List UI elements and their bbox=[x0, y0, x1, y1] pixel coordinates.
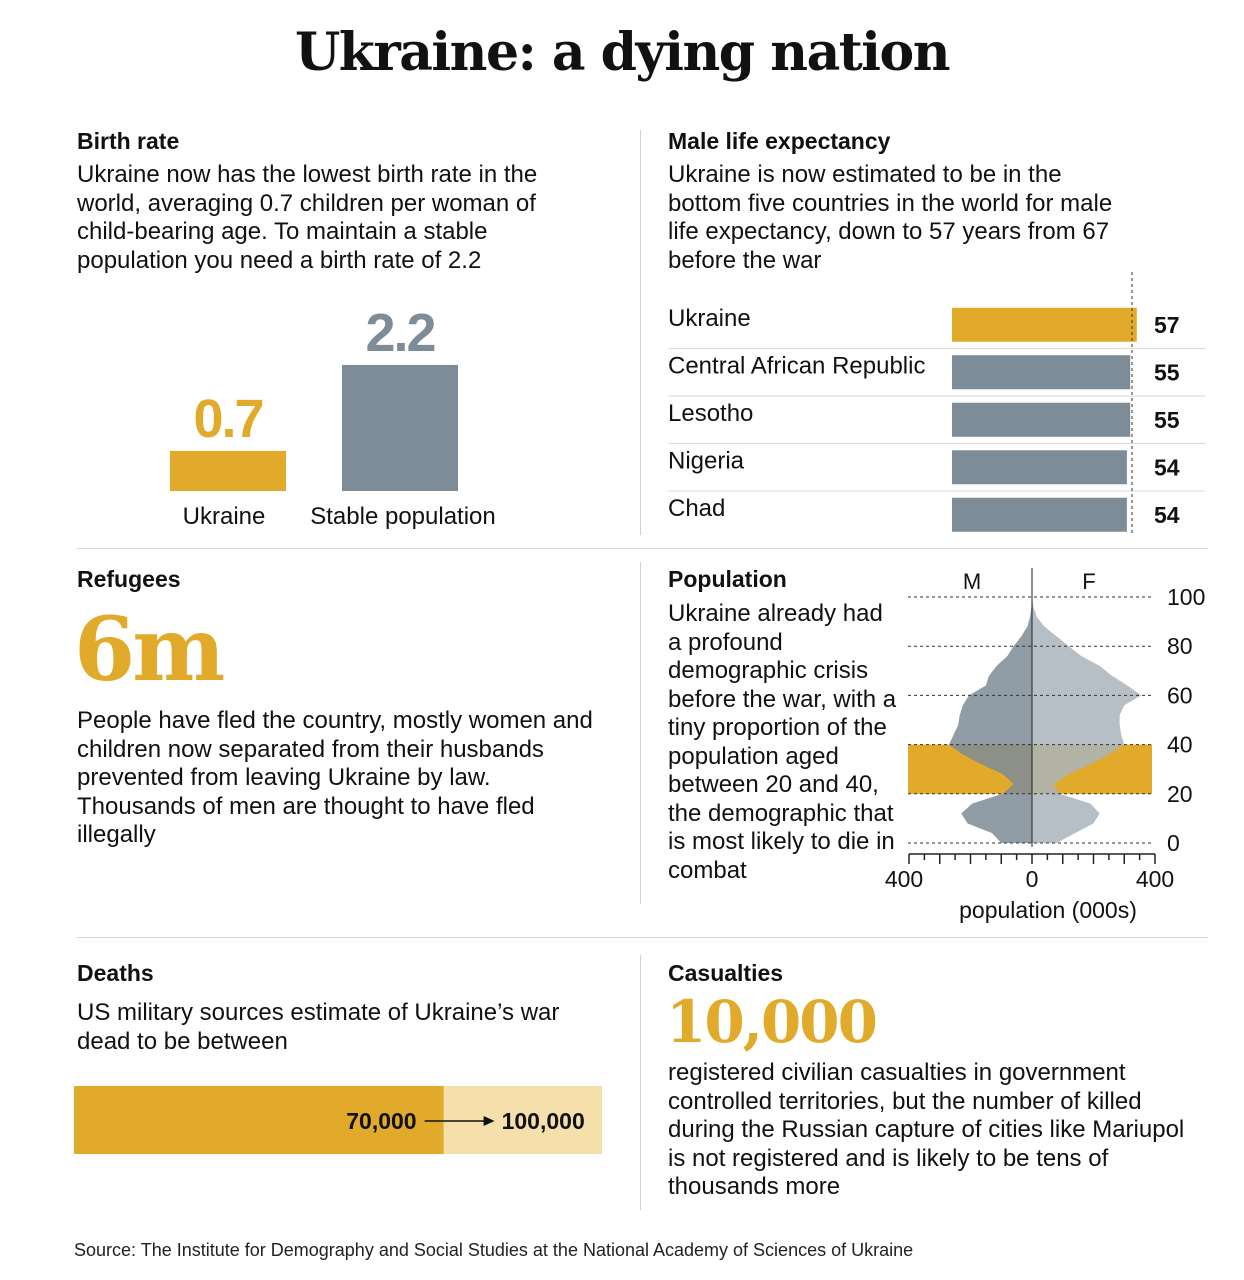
life-value-label: 55 bbox=[1154, 406, 1180, 433]
population-text: Ukraine already had a profound demographic crisis before the war, with a tiny proportion of the population aged between 20 and 40, the demographic that is most likely to die in combat bbox=[668, 600, 897, 884]
life-bar bbox=[952, 498, 1127, 532]
male-population-area bbox=[949, 597, 1032, 843]
range-high-label: 100,000 bbox=[501, 1108, 585, 1134]
casualties-heading: Casualties bbox=[668, 960, 784, 986]
female-series-label: F bbox=[1082, 569, 1096, 594]
country-label: Lesotho bbox=[668, 399, 754, 427]
page-title: Ukraine: a dying nation bbox=[294, 22, 950, 83]
male-life-heading: Male life expectancy bbox=[668, 128, 891, 154]
range-low-label: 70,000 bbox=[346, 1108, 417, 1134]
refugees-text: People have fled the country, mostly women and children now separated from their husbands prevented from leaving Ukraine by law. Thousands of men are thought to have fled illegally bbox=[77, 707, 593, 848]
birth-rate-chart bbox=[150, 290, 550, 540]
bar-ukraine bbox=[170, 451, 286, 491]
bar-category-label: Stable population bbox=[310, 503, 496, 530]
bar-value-label: 2.2 bbox=[365, 302, 435, 363]
casualties-text: registered civilian casualties in government controlled territories, but the number of killed during the Russian capture of cities like Mariupol is not registered and is likely to be tens of thousands more bbox=[668, 1059, 1185, 1200]
divider-horizontal-2 bbox=[76, 937, 1208, 938]
life-value-label: 57 bbox=[1154, 311, 1180, 338]
age-tick-label: 60 bbox=[1167, 682, 1193, 709]
country-label: Central African Republic bbox=[668, 352, 926, 380]
male-life-text: Ukraine is now estimated to be in the bottom five countries in the world for male life expectancy, down to 57 years from 67 before the war bbox=[668, 161, 1113, 274]
bar-value-label: 0.7 bbox=[193, 388, 263, 449]
bar-stable-population bbox=[342, 365, 458, 491]
x-axis-title: population (000s) bbox=[959, 897, 1137, 923]
population-heading: Population bbox=[668, 566, 787, 592]
age-tick-label: 40 bbox=[1167, 731, 1193, 758]
life-bar bbox=[952, 450, 1127, 484]
age-tick-label: 100 bbox=[1167, 584, 1206, 610]
life-expectancy-chart bbox=[660, 270, 1220, 540]
x-tick-label: 400 bbox=[884, 866, 924, 892]
x-tick-label: 400 bbox=[1135, 866, 1175, 892]
divider-vertical-top bbox=[640, 130, 641, 535]
population-pyramid-chart bbox=[878, 560, 1228, 930]
casualties-big-number: 10,000 bbox=[666, 988, 876, 1056]
birth-rate-text: Ukraine now has the lowest birth rate in the world, averaging 0.7 children per woman of child-bearing age. To maintain a stable population you need a birth rate of 2.2 bbox=[77, 161, 538, 274]
country-label: Chad bbox=[668, 494, 726, 522]
age-tick-label: 20 bbox=[1167, 780, 1193, 807]
male-series-label: M bbox=[962, 569, 982, 594]
divider-vertical-middle bbox=[640, 562, 641, 904]
deaths-heading: Deaths bbox=[77, 960, 154, 986]
refugees-big-number: 6m bbox=[74, 597, 223, 701]
source-note: Source: The Institute for Demography and Social Studies at the National Academy of Sciences of Ukraine bbox=[74, 1240, 914, 1260]
life-value-label: 55 bbox=[1154, 359, 1180, 386]
divider-horizontal-1 bbox=[76, 548, 1208, 549]
life-bar bbox=[952, 355, 1130, 389]
life-bar bbox=[952, 308, 1137, 342]
refugees-heading: Refugees bbox=[77, 566, 181, 592]
deaths-range-chart bbox=[74, 1086, 604, 1156]
life-value-label: 54 bbox=[1154, 454, 1180, 481]
deaths-text: US military sources estimate of Ukraine’s war dead to be between bbox=[77, 999, 560, 1055]
bar-category-label: Ukraine bbox=[182, 503, 266, 530]
life-bar bbox=[952, 403, 1130, 437]
life-value-label: 54 bbox=[1154, 501, 1180, 528]
divider-vertical-bottom bbox=[640, 955, 641, 1210]
country-label: Nigeria bbox=[668, 447, 745, 475]
country-label: Ukraine bbox=[668, 304, 751, 332]
female-population-area bbox=[1032, 597, 1141, 843]
age-tick-label: 80 bbox=[1167, 633, 1193, 660]
x-tick-label: 0 bbox=[1025, 866, 1039, 892]
age-tick-label: 0 bbox=[1167, 830, 1180, 856]
birth-rate-heading: Birth rate bbox=[77, 128, 180, 154]
